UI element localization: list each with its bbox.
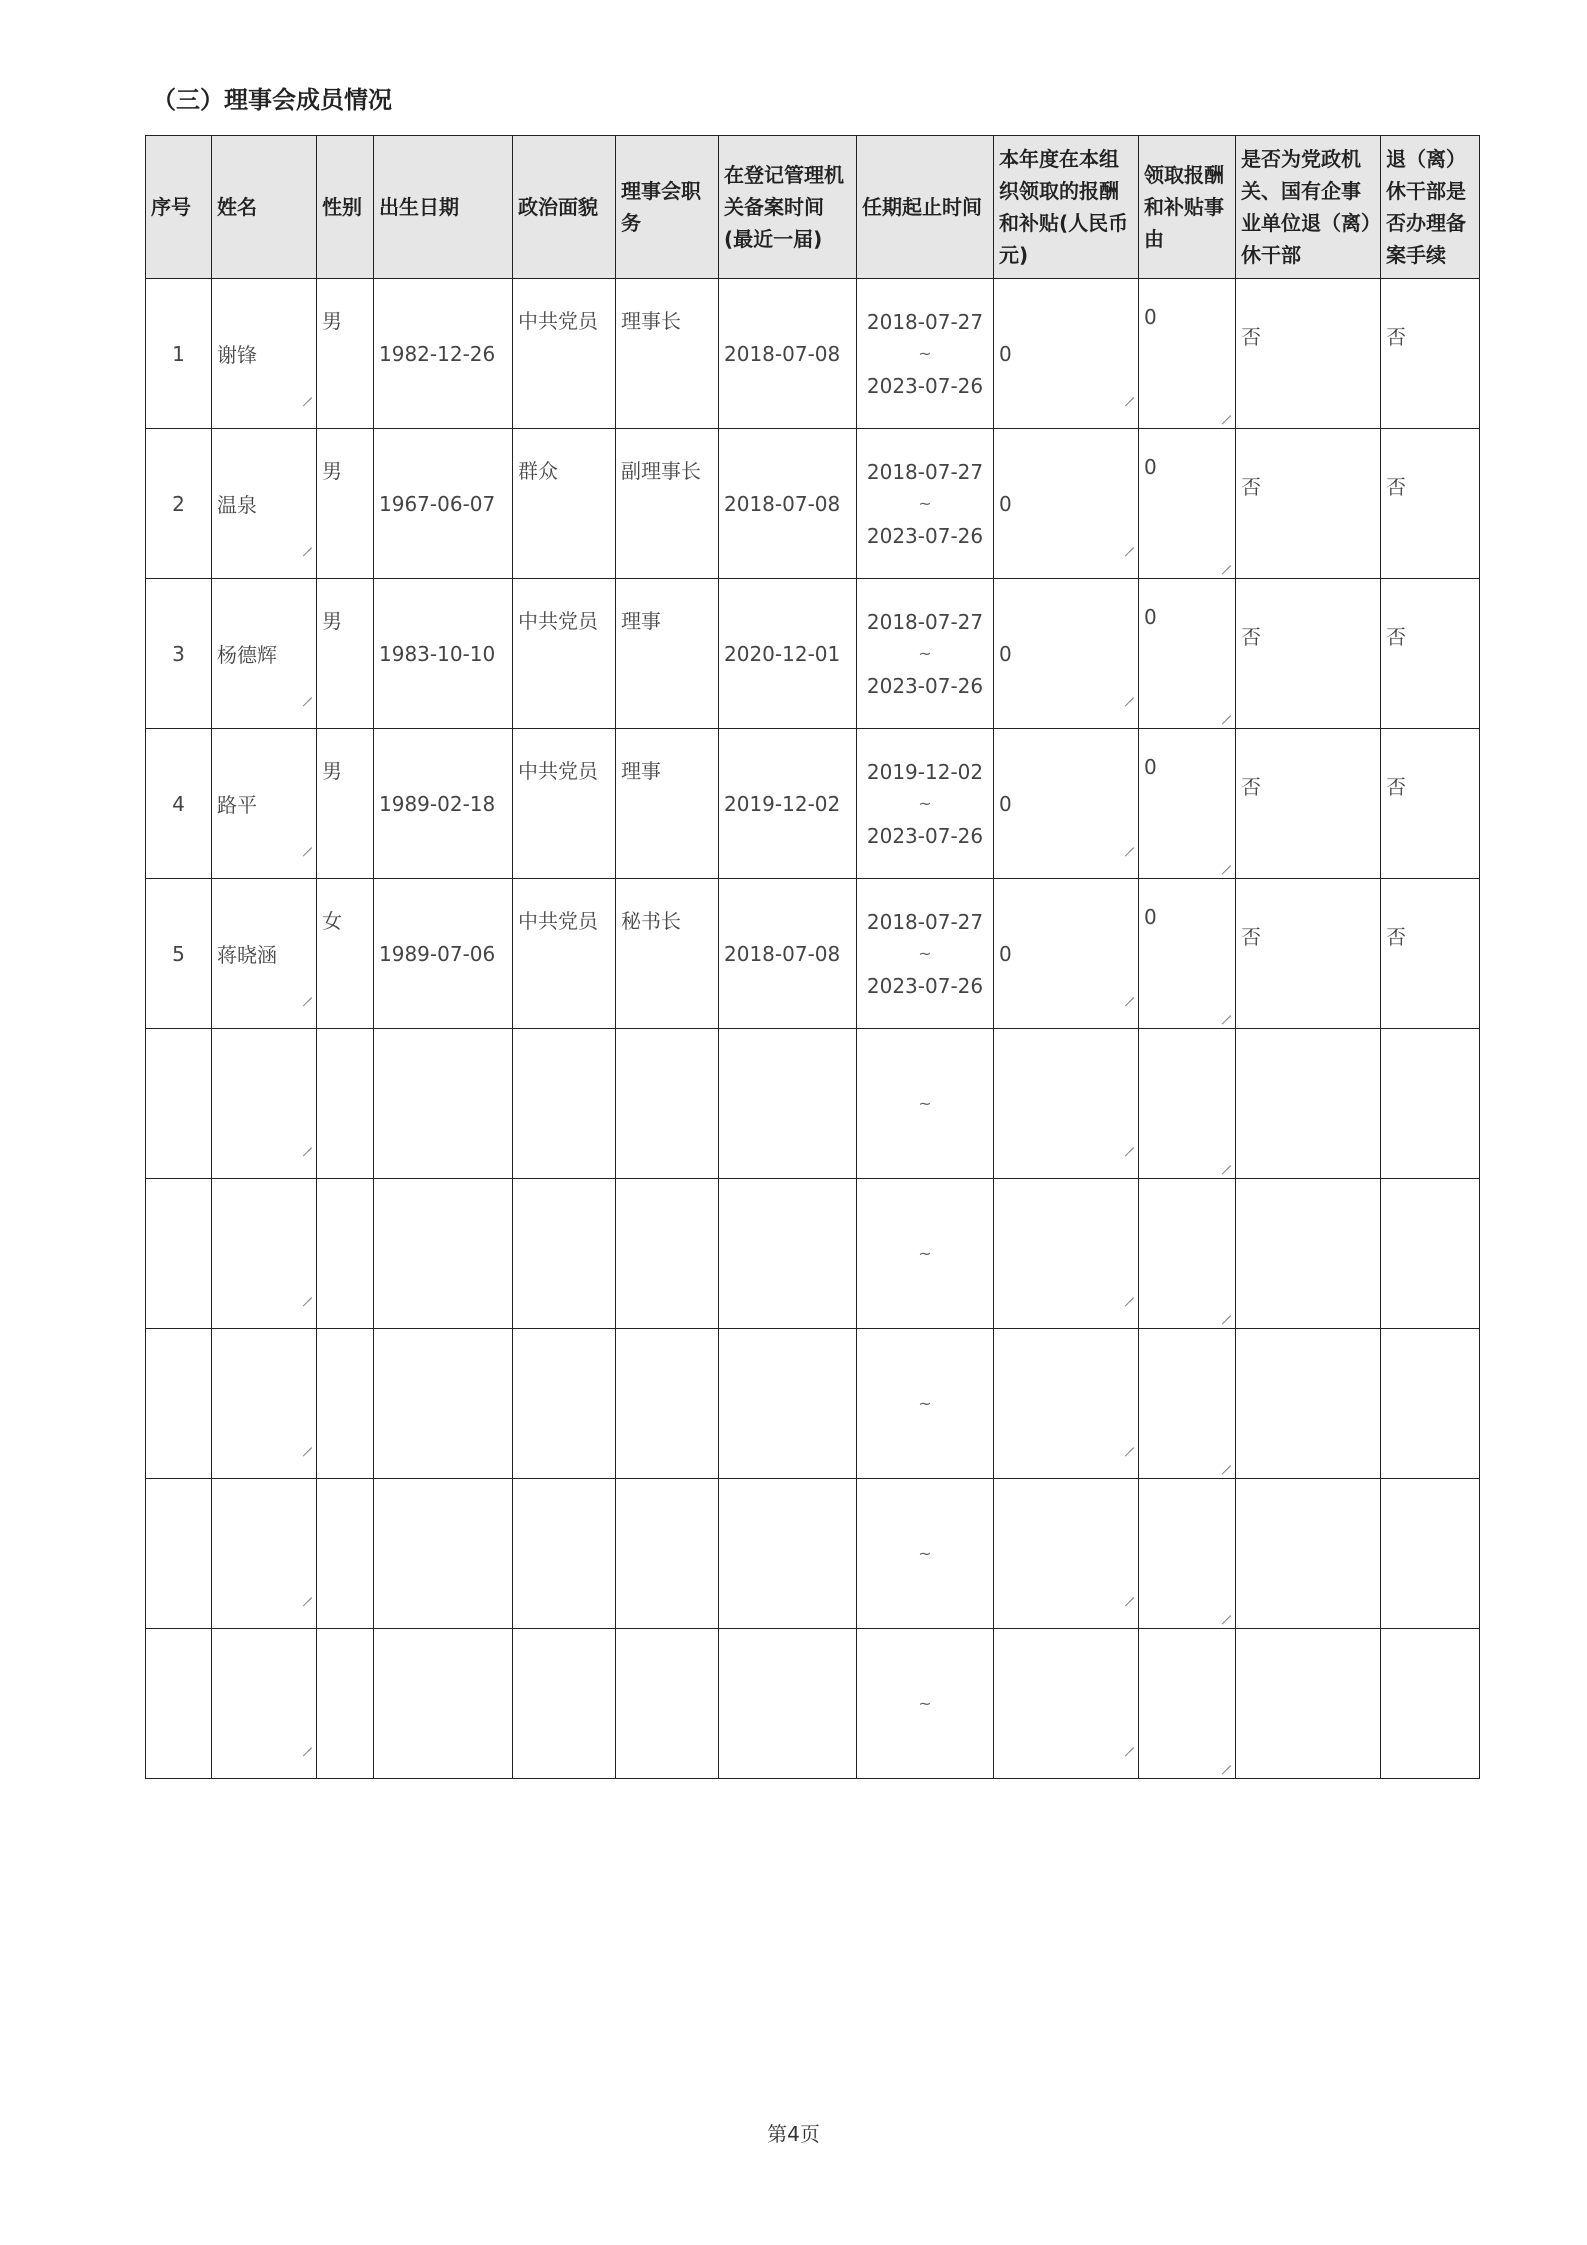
resize-handle-icon[interactable]	[1124, 388, 1134, 398]
resize-handle-icon[interactable]	[1221, 856, 1231, 866]
resize-handle-icon[interactable]	[1124, 1738, 1134, 1748]
table-header-row	[146, 136, 1480, 279]
filing-cell: 2018-07-08	[719, 279, 857, 429]
reason-value: 0	[1144, 905, 1157, 929]
filed-cell: 否	[1381, 579, 1480, 729]
reason-field[interactable]	[1139, 729, 1236, 879]
term-cell	[857, 1479, 994, 1629]
header-retired: 是否为党政机关、国有企事业单位退（离）休干部	[1236, 136, 1381, 279]
term-start: 2019-12-02	[866, 759, 984, 784]
term-start: 2018-07-27	[866, 309, 984, 334]
filing-cell	[719, 1029, 857, 1179]
gender-cell: 男	[317, 729, 374, 879]
position-cell: 理事	[616, 729, 719, 879]
filed-cell: 否	[1381, 279, 1480, 429]
resize-handle-icon[interactable]	[1124, 688, 1134, 698]
politics-cell: 中共党员	[513, 879, 616, 1029]
term-end: 2023-07-26	[866, 523, 984, 548]
seq-cell	[146, 1329, 212, 1479]
term-separator: ~	[918, 493, 932, 513]
reason-field[interactable]	[1139, 579, 1236, 729]
name-value: 蒋晓涵	[217, 943, 277, 967]
header-seq: 序号	[146, 136, 212, 279]
birth-cell: 1967-06-07	[374, 429, 513, 579]
position-cell	[616, 1479, 719, 1629]
resize-handle-icon[interactable]	[1124, 1138, 1134, 1148]
table-row	[146, 1029, 1480, 1179]
position-cell: 副理事长	[616, 429, 719, 579]
filed-cell	[1381, 1479, 1480, 1629]
gender-cell: 男	[317, 579, 374, 729]
header-reason: 领取报酬和补贴事由	[1139, 136, 1236, 279]
term-separator: ~	[918, 1093, 932, 1113]
pay-field[interactable]	[994, 1479, 1139, 1629]
term-separator: ~	[918, 943, 932, 963]
filed-cell: 否	[1381, 429, 1480, 579]
table-row	[146, 1179, 1480, 1329]
table-row	[146, 1329, 1480, 1479]
term-separator: ~	[918, 1393, 932, 1413]
resize-handle-icon[interactable]	[302, 1738, 312, 1748]
resize-handle-icon[interactable]	[1124, 1438, 1134, 1448]
seq-cell: 4	[146, 729, 212, 879]
term-cell	[857, 879, 994, 1029]
resize-handle-icon[interactable]	[1124, 838, 1134, 848]
resize-handle-icon[interactable]	[1124, 1288, 1134, 1298]
reason-value: 0	[1144, 305, 1157, 329]
name-field[interactable]	[212, 1329, 317, 1479]
name-field[interactable]	[212, 1479, 317, 1629]
pay-value: 0	[999, 791, 1012, 816]
birth-cell: 1989-07-06	[374, 879, 513, 1029]
header-pay: 本年度在本组织领取的报酬和补贴(人民币元)	[994, 136, 1139, 279]
header-politics: 政治面貌	[513, 136, 616, 279]
header-birth: 出生日期	[374, 136, 513, 279]
name-value: 杨德辉	[217, 643, 277, 667]
reason-field[interactable]	[1139, 429, 1236, 579]
term-end: 2023-07-26	[866, 823, 984, 848]
pay-field[interactable]	[994, 1179, 1139, 1329]
gender-cell	[317, 1629, 374, 1779]
filed-cell: 否	[1381, 729, 1480, 879]
gender-cell: 女	[317, 879, 374, 1029]
retired-cell	[1236, 1329, 1381, 1479]
name-field[interactable]	[212, 279, 317, 429]
reason-field[interactable]	[1139, 279, 1236, 429]
term-cell	[857, 279, 994, 429]
resize-handle-icon[interactable]	[1221, 1006, 1231, 1016]
reason-field[interactable]	[1139, 1479, 1236, 1629]
name-field[interactable]	[212, 729, 317, 879]
pay-field[interactable]	[994, 729, 1139, 879]
pay-value: 0	[999, 641, 1012, 666]
filed-cell	[1381, 1629, 1480, 1779]
resize-handle-icon[interactable]	[1124, 538, 1134, 548]
politics-cell: 中共党员	[513, 729, 616, 879]
name-value: 谢锋	[217, 343, 257, 367]
term-end: 2023-07-26	[866, 373, 984, 398]
filing-cell: 2020-12-01	[719, 579, 857, 729]
birth-cell	[374, 1629, 513, 1779]
retired-cell: 否	[1236, 879, 1381, 1029]
filing-cell: 2019-12-02	[719, 729, 857, 879]
resize-handle-icon[interactable]	[302, 688, 312, 698]
page-number: 第4页	[767, 2122, 820, 2146]
birth-cell	[374, 1029, 513, 1179]
seq-cell	[146, 1179, 212, 1329]
seq-cell	[146, 1479, 212, 1629]
term-cell	[857, 1029, 994, 1179]
term-separator: ~	[918, 793, 932, 813]
term-separator: ~	[918, 643, 932, 663]
reason-field[interactable]	[1139, 1179, 1236, 1329]
reason-field[interactable]	[1139, 1629, 1236, 1779]
term-start: 2018-07-27	[866, 909, 984, 934]
pay-field[interactable]	[994, 279, 1139, 429]
politics-cell: 中共党员	[513, 279, 616, 429]
pay-field[interactable]	[994, 1329, 1139, 1479]
seq-cell: 2	[146, 429, 212, 579]
politics-cell	[513, 1329, 616, 1479]
header-filed: 退（离）休干部是否办理备案手续	[1381, 136, 1480, 279]
filing-cell	[719, 1479, 857, 1629]
term-cell	[857, 1179, 994, 1329]
birth-cell: 1982-12-26	[374, 279, 513, 429]
resize-handle-icon[interactable]	[1221, 1156, 1231, 1166]
gender-cell: 男	[317, 429, 374, 579]
politics-cell	[513, 1179, 616, 1329]
table-row	[146, 1629, 1480, 1779]
seq-cell: 5	[146, 879, 212, 1029]
birth-cell	[374, 1329, 513, 1479]
resize-handle-icon[interactable]	[302, 1288, 312, 1298]
resize-handle-icon[interactable]	[1221, 706, 1231, 716]
birth-cell	[374, 1179, 513, 1329]
filed-cell	[1381, 1179, 1480, 1329]
term-end: 2023-07-26	[866, 673, 984, 698]
resize-handle-icon[interactable]	[302, 1588, 312, 1598]
politics-cell	[513, 1029, 616, 1179]
retired-cell: 否	[1236, 279, 1381, 429]
reason-value: 0	[1144, 755, 1157, 779]
retired-cell	[1236, 1479, 1381, 1629]
term-cell	[857, 1629, 994, 1779]
filing-cell	[719, 1179, 857, 1329]
pay-value: 0	[999, 341, 1012, 366]
name-field[interactable]	[212, 1629, 317, 1779]
politics-cell: 中共党员	[513, 579, 616, 729]
resize-handle-icon[interactable]	[302, 838, 312, 848]
pay-field[interactable]	[994, 1629, 1139, 1779]
politics-cell: 群众	[513, 429, 616, 579]
gender-cell	[317, 1479, 374, 1629]
retired-cell: 否	[1236, 729, 1381, 879]
position-cell: 理事长	[616, 279, 719, 429]
birth-cell: 1983-10-10	[374, 579, 513, 729]
table-row	[146, 579, 1480, 729]
gender-cell	[317, 1179, 374, 1329]
pay-field[interactable]	[994, 579, 1139, 729]
resize-handle-icon[interactable]	[1221, 556, 1231, 566]
name-field[interactable]	[212, 429, 317, 579]
politics-cell	[513, 1629, 616, 1779]
resize-handle-icon[interactable]	[302, 388, 312, 398]
position-cell	[616, 1329, 719, 1479]
retired-cell	[1236, 1029, 1381, 1179]
pay-value: 0	[999, 941, 1012, 966]
filing-cell: 2018-07-08	[719, 879, 857, 1029]
reason-field[interactable]	[1139, 1029, 1236, 1179]
name-field[interactable]	[212, 1179, 317, 1329]
filing-cell: 2018-07-08	[719, 429, 857, 579]
resize-handle-icon[interactable]	[1221, 1306, 1231, 1316]
seq-cell: 1	[146, 279, 212, 429]
resize-handle-icon[interactable]	[1124, 1588, 1134, 1598]
term-end: 2023-07-26	[866, 973, 984, 998]
table-row	[146, 429, 1480, 579]
pay-value: 0	[999, 491, 1012, 516]
name-field[interactable]	[212, 879, 317, 1029]
birth-cell: 1989-02-18	[374, 729, 513, 879]
term-separator: ~	[918, 1243, 932, 1263]
resize-handle-icon[interactable]	[1221, 406, 1231, 416]
retired-cell: 否	[1236, 579, 1381, 729]
gender-cell: 男	[317, 279, 374, 429]
pay-field[interactable]	[994, 879, 1139, 1029]
term-cell	[857, 1329, 994, 1479]
gender-cell	[317, 1029, 374, 1179]
term-start: 2018-07-27	[866, 609, 984, 634]
gender-cell	[317, 1329, 374, 1479]
resize-handle-icon[interactable]	[302, 538, 312, 548]
term-start: 2018-07-27	[866, 459, 984, 484]
retired-cell	[1236, 1629, 1381, 1779]
header-filing: 在登记管理机关备案时间(最近一届)	[719, 136, 857, 279]
resize-handle-icon[interactable]	[1124, 988, 1134, 998]
reason-field[interactable]	[1139, 1329, 1236, 1479]
header-gender: 性别	[317, 136, 374, 279]
reason-value: 0	[1144, 455, 1157, 479]
position-cell: 理事	[616, 579, 719, 729]
section-title: （三）理事会成员情况	[152, 86, 392, 114]
table-row	[146, 879, 1480, 1029]
filing-cell	[719, 1629, 857, 1779]
table-body	[146, 279, 1480, 1779]
term-cell	[857, 429, 994, 579]
name-field[interactable]	[212, 1029, 317, 1179]
reason-value: 0	[1144, 605, 1157, 629]
header-term: 任期起止时间	[857, 136, 994, 279]
position-cell: 秘书长	[616, 879, 719, 1029]
seq-cell	[146, 1629, 212, 1779]
birth-cell	[374, 1479, 513, 1629]
politics-cell	[513, 1479, 616, 1629]
seq-cell: 3	[146, 579, 212, 729]
resize-handle-icon[interactable]	[1221, 1756, 1231, 1766]
term-separator: ~	[918, 343, 932, 363]
filing-cell	[719, 1329, 857, 1479]
position-cell	[616, 1029, 719, 1179]
filed-cell	[1381, 1329, 1480, 1479]
filed-cell: 否	[1381, 879, 1480, 1029]
term-cell	[857, 729, 994, 879]
table-row	[146, 279, 1480, 429]
term-separator: ~	[918, 1543, 932, 1563]
seq-cell	[146, 1029, 212, 1179]
reason-field[interactable]	[1139, 879, 1236, 1029]
pay-field[interactable]	[994, 429, 1139, 579]
term-cell	[857, 579, 994, 729]
filed-cell	[1381, 1029, 1480, 1179]
pay-field[interactable]	[994, 1029, 1139, 1179]
position-cell	[616, 1179, 719, 1329]
resize-handle-icon[interactable]	[302, 988, 312, 998]
header-position: 理事会职务	[616, 136, 719, 279]
position-cell	[616, 1629, 719, 1779]
resize-handle-icon[interactable]	[302, 1138, 312, 1148]
name-field[interactable]	[212, 579, 317, 729]
name-value: 温泉	[217, 493, 257, 517]
table-row	[146, 1479, 1480, 1629]
resize-handle-icon[interactable]	[302, 1438, 312, 1448]
board-members-table	[145, 135, 1480, 1779]
name-value: 路平	[217, 793, 257, 817]
resize-handle-icon[interactable]	[1221, 1456, 1231, 1466]
header-name: 姓名	[212, 136, 317, 279]
retired-cell	[1236, 1179, 1381, 1329]
term-separator: ~	[918, 1693, 932, 1713]
retired-cell: 否	[1236, 429, 1381, 579]
resize-handle-icon[interactable]	[1221, 1606, 1231, 1616]
table-row	[146, 729, 1480, 879]
